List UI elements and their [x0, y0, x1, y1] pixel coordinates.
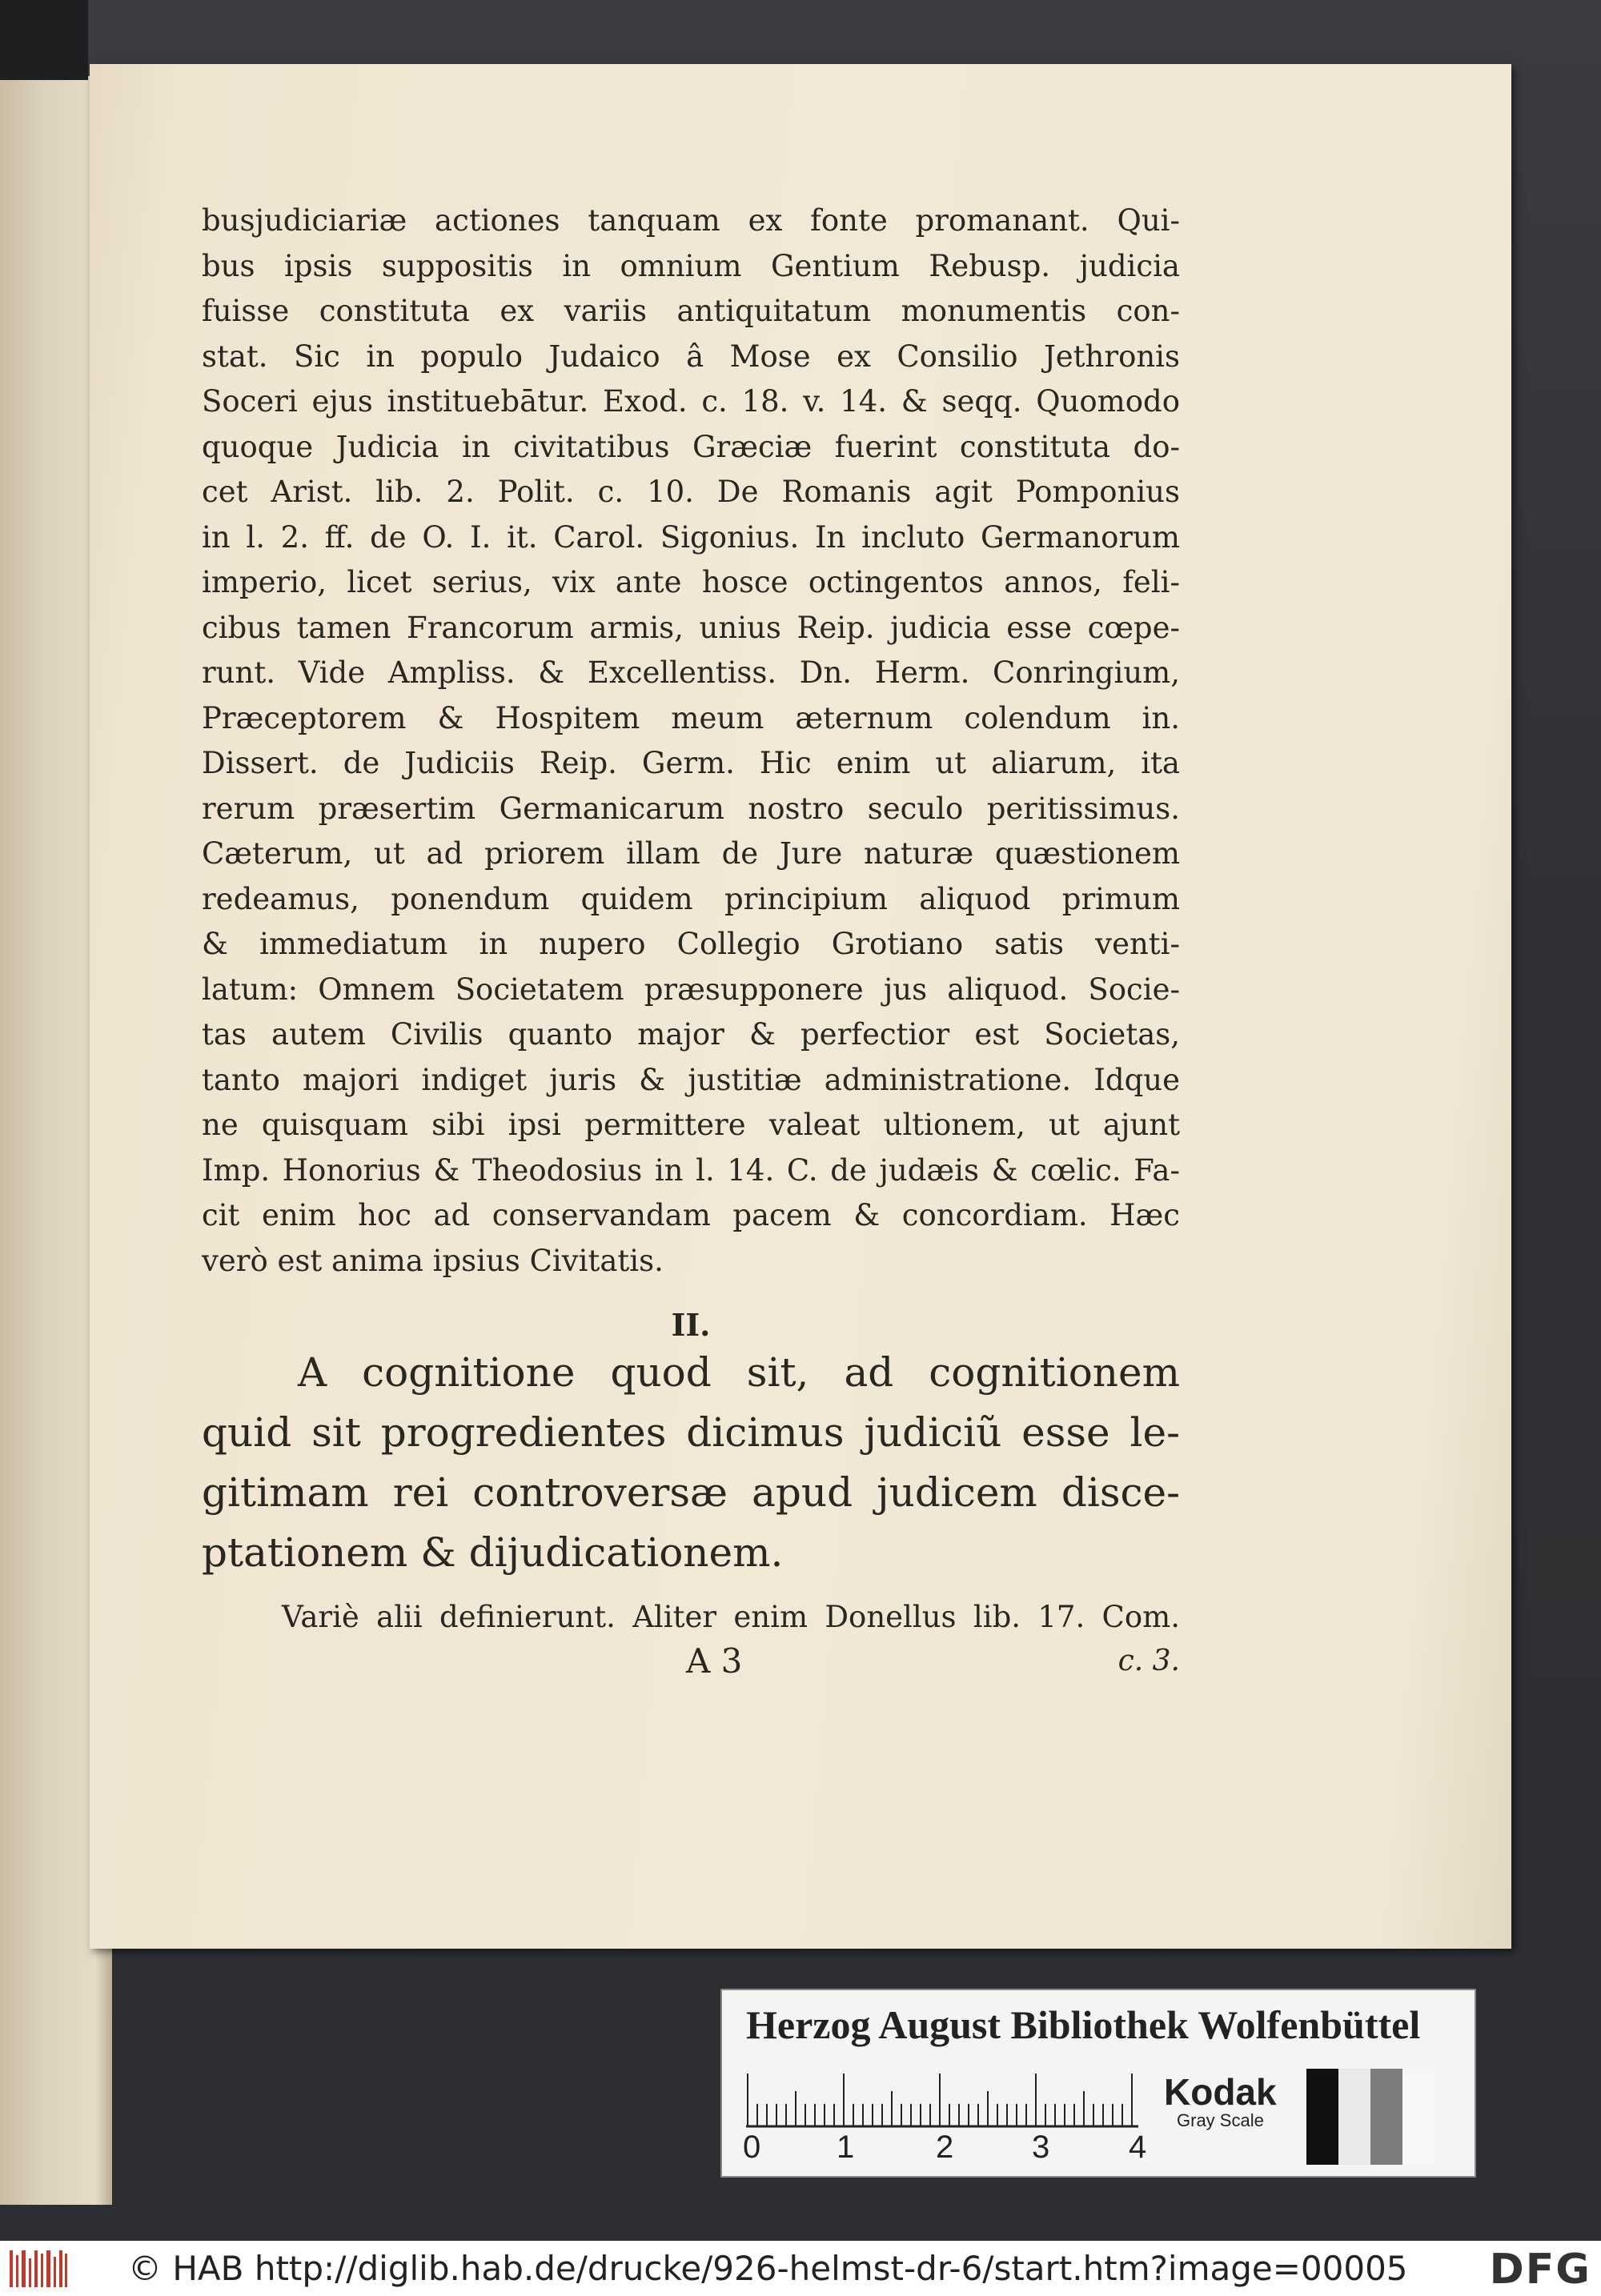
- color-calibration-card: [720, 1989, 1476, 2178]
- body-line: ne quisquam sibi ipsi permittere valeat ultionem, ut ajunt: [202, 1108, 1180, 1142]
- kodak-label: Kodak: [1164, 2071, 1277, 2113]
- ruler-number: 1: [837, 2130, 855, 2165]
- book-page: [90, 64, 1511, 1949]
- ruler-number: 0: [743, 2130, 761, 2165]
- copyright-url: © HAB http://diglib.hab.de/drucke/926-helmst-dr-6/start.htm?image=00005: [128, 2249, 1408, 2288]
- body-line: cibus tamen Francorum armis, unius Reip. judicia esse cœpe-: [202, 610, 1180, 645]
- note-line: Variè alii definierunt. Aliter enim Donellus lib. 17. Com.: [282, 1600, 1180, 1634]
- ruler-scale: [746, 2072, 1138, 2128]
- definition-line: A cognitione quod sit, ad cognitionem: [298, 1349, 1180, 1396]
- ruler-numbers: [743, 2130, 1162, 2170]
- body-line: verò est anima ipsius Civitatis.: [202, 1243, 664, 1278]
- body-line: redeamus, ponendum quidem principium aliquod primum: [202, 881, 1180, 916]
- body-text: [202, 198, 1180, 1681]
- body-line: tas autem Civilis quanto major & perfectior est Societas,: [202, 1017, 1180, 1052]
- body-line: Dissert. de Judiciis Reip. Germ. Hic enim ut aliarum, ita: [202, 746, 1180, 780]
- gray-patch-light: [1402, 2069, 1434, 2165]
- library-name: Herzog August Bibliothek Wolfenbüttel: [746, 2002, 1421, 2047]
- definition-line: gitimam rei controversæ apud judicem disce-: [202, 1469, 1180, 1516]
- gray-patches: [1306, 2069, 1434, 2165]
- body-line: & immediatum in nupero Collegio Grotiano satis venti-: [202, 927, 1180, 961]
- body-line: rerum præsertim Germanicarum nostro seculo peritissimus.: [202, 791, 1180, 826]
- ruler-number: 4: [1129, 2130, 1147, 2165]
- left-page-shadow: [0, 0, 88, 80]
- body-line: Cæterum, ut ad priorem illam de Jure naturæ quæstionem: [202, 836, 1180, 871]
- body-line: in l. 2. ff. de O. I. it. Carol. Sigonius. In incluto Germanorum: [202, 519, 1180, 555]
- body-line: Soceri ejus instituebātur. Exod. c. 18. v. 14. & seqq. Quomodo: [202, 384, 1180, 419]
- body-line: cet Arist. lib. 2. Polit. c. 10. De Romanis agit Pomponius: [202, 475, 1180, 509]
- body-line: cit enim hoc ad conservandam pacem & concordiam. Hæc: [202, 1198, 1180, 1232]
- gray-patch-gray: [1370, 2069, 1402, 2165]
- definition-line: quid sit progredientes dicimus judiciũ esse le-: [202, 1409, 1180, 1456]
- catchword: c. 3.: [1117, 1645, 1180, 1677]
- signature-mark: A 3: [686, 1641, 743, 1681]
- ruler-number: 2: [936, 2130, 954, 2165]
- body-line: Præceptorem & Hospitem meum æternum colendum in.: [202, 700, 1180, 735]
- page-footer: [202, 1639, 1180, 1687]
- barcode-icon: [8, 2247, 69, 2290]
- body-line: fuisse constituta ex variis antiquitatum monumentis con-: [202, 294, 1180, 328]
- body-line: latum: Omnem Societatem præsupponere jus aliquod. Socie-: [202, 972, 1180, 1007]
- definition-line: ptationem & dijudicationem.: [202, 1529, 784, 1576]
- dfg-logo: DFG: [1489, 2246, 1591, 2294]
- body-line: Imp. Honorius & Theodosius in l. 14. C. de judæis & cœlic. Fa-: [202, 1152, 1180, 1188]
- grayscale-label: Gray Scale: [1177, 2110, 1264, 2130]
- body-line: stat. Sic in populo Judaico â Mose ex Consilio Jethronis: [202, 339, 1180, 374]
- gray-patch-white: [1338, 2069, 1370, 2165]
- gray-patch-black: [1306, 2069, 1338, 2165]
- definition-paragraph: [202, 1343, 1180, 1583]
- body-line: tanto majori indiget juris & justitiæ administratione. Idque: [202, 1062, 1180, 1097]
- ruler-number: 3: [1032, 2130, 1050, 2165]
- section-number: II.: [671, 1307, 711, 1343]
- body-line: runt. Vide Ampliss. & Excellentiss. Dn. Herm. Conringium,: [202, 655, 1180, 690]
- body-line: quoque Judicia in civitatibus Græciæ fuerint constituta do-: [202, 429, 1180, 464]
- bottom-bar: [0, 2241, 1601, 2296]
- body-line: busjudiciariæ actiones tanquam ex fonte promanant. Qui-: [202, 203, 1180, 238]
- body-line: bus ipsis suppositis in omnium Gentium Rebusp. judicia: [202, 248, 1180, 283]
- body-line: imperio, licet serius, vix ante hosce octingentos annos, feli-: [202, 565, 1180, 599]
